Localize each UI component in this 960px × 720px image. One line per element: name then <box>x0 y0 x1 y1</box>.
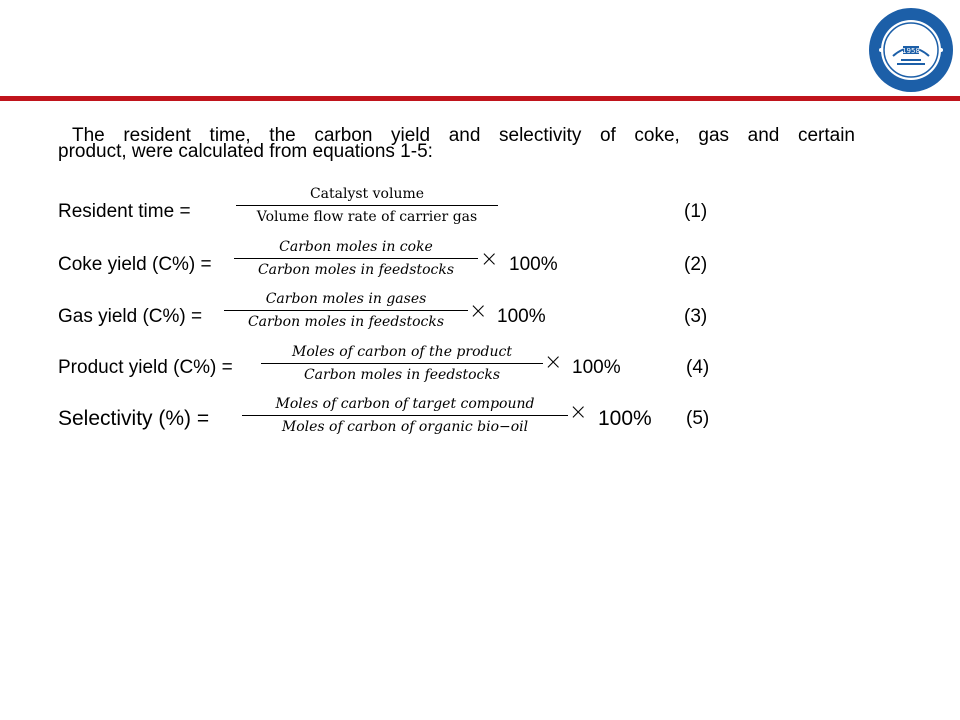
header-rule <box>0 96 960 101</box>
fraction-bar <box>242 415 568 416</box>
denominator: Carbon moles in feedstocks <box>257 262 455 278</box>
numerator: Carbon moles in coke <box>279 239 433 255</box>
fraction <box>261 344 543 383</box>
equation-number: (3) <box>684 306 708 327</box>
multiply-sign: × <box>569 400 588 425</box>
equation-number: (4) <box>686 357 710 378</box>
fraction <box>224 291 468 330</box>
fraction-bar <box>236 205 498 206</box>
numerator: Carbon moles in gases <box>265 291 427 307</box>
numerator: Moles of carbon of target compound <box>275 396 535 412</box>
fraction <box>234 239 478 278</box>
fraction <box>236 186 498 225</box>
percent-factor: 100% <box>572 357 621 378</box>
denominator: Carbon moles in feedstocks <box>303 367 501 383</box>
fraction-bar <box>234 258 478 259</box>
seal-year: 1958 <box>902 47 920 55</box>
equation-label: Selectivity (%) = <box>58 407 210 430</box>
numerator: Moles of carbon of the product <box>292 344 512 360</box>
percent-factor: 100% <box>497 306 546 327</box>
intro-line-2: product, were calculated from equations 1-5: <box>58 141 433 162</box>
denominator: Moles of carbon of organic bio−oil <box>281 419 529 435</box>
equation-number: (5) <box>686 408 710 429</box>
denominator: Volume flow rate of carrier gas <box>256 209 478 225</box>
equation-label: Resident time = <box>58 201 191 222</box>
multiply-sign: × <box>480 247 499 272</box>
denominator: Carbon moles in feedstocks <box>247 314 445 330</box>
equation-number: (1) <box>684 201 708 222</box>
fraction-bar <box>224 310 468 311</box>
intro-line-1: The resident time, the carbon yield and selectivity of coke, gas and certain <box>72 125 855 146</box>
university-seal-logo <box>867 6 955 94</box>
multiply-sign: × <box>469 299 488 324</box>
equation-number: (2) <box>684 254 708 275</box>
fraction-bar <box>261 363 543 364</box>
percent-factor: 100% <box>598 407 652 430</box>
equation-label: Product yield (C%) = <box>58 357 233 378</box>
percent-factor: 100% <box>509 254 558 275</box>
equation-label: Gas yield (C%) = <box>58 306 203 327</box>
numerator: Catalyst volume <box>309 186 425 202</box>
multiply-sign: × <box>544 350 563 375</box>
intro-paragraph <box>58 126 855 161</box>
fraction <box>242 396 568 435</box>
equation-label: Coke yield (C%) = <box>58 254 212 275</box>
